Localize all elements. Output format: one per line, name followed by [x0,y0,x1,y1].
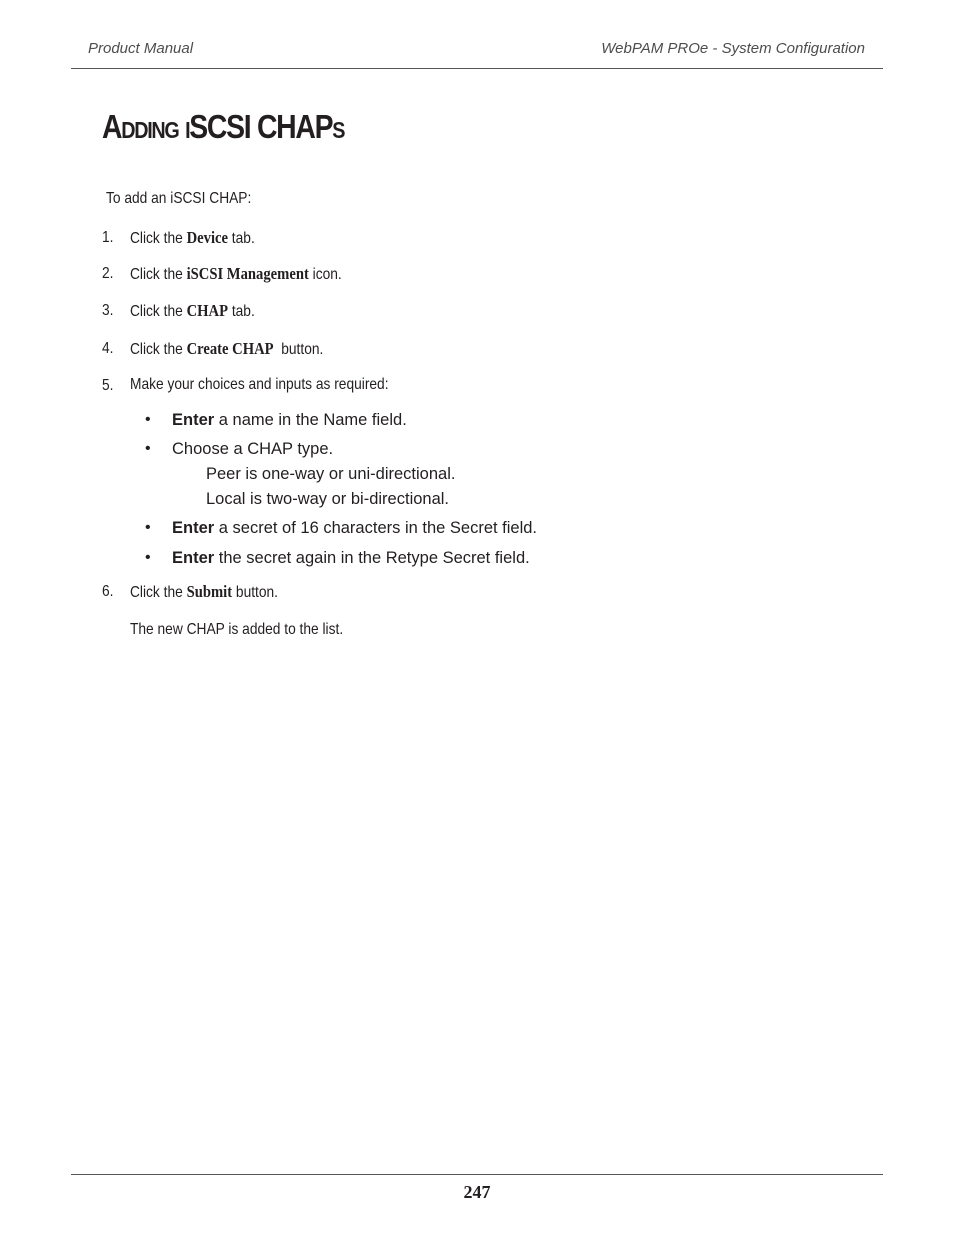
bullet-symbol: • [145,549,151,566]
bullet-item-3: Enter a secret of 16 characters in the Secret field. [172,519,538,537]
step-number-6: 6. [102,583,114,600]
bullet-item-2: Choose a CHAP type. [172,440,334,458]
bullet-symbol: • [145,519,151,536]
step-6: Click the Submit button. [130,582,279,601]
page-number: 247 [463,1182,491,1202]
bullet-item-4: Enter the secret again in the Retype Secret field. [172,549,530,567]
header-left-text: Product Manual [88,40,194,57]
step-4-strong: Create CHAP [186,339,274,358]
step-4: Click the Create CHAP button. [130,339,324,358]
step-5: Make your choices and inputs as required: [130,376,389,393]
step-3-strong: CHAP [186,301,229,320]
footer-rule [71,1174,883,1175]
bullet-symbol: • [145,411,151,428]
step-1-strong: Device [186,228,228,247]
chap-type-peer: Peer is one-way or uni-directional. [206,465,456,483]
bullet-symbol: • [145,440,151,457]
step-number-4: 4. [102,340,114,357]
header-right-text: WebPAM PROe - System Configuration [601,40,865,57]
step-number-1: 1. [102,229,114,246]
step-2-strong: iSCSI Management [186,264,309,283]
step-number-5: 5. [102,377,114,394]
step-2: Click the iSCSI Management icon. [130,264,342,283]
intro-text: To add an iSCSI CHAP: [106,190,252,207]
step-number-2: 2. [102,265,114,282]
step-6-strong: Submit [186,582,233,601]
page-title: Adding iSCSI CHAPs [102,108,345,145]
result-text: The new CHAP is added to the list. [130,621,344,638]
bullet-item-1: Enter a name in the Name field. [172,411,407,429]
step-number-3: 3. [102,302,114,319]
header-rule [71,68,883,69]
chap-type-local: Local is two-way or bi-directional. [206,490,450,508]
step-1: Click the Device tab. [130,228,255,247]
step-3: Click the CHAP tab. [130,301,255,320]
